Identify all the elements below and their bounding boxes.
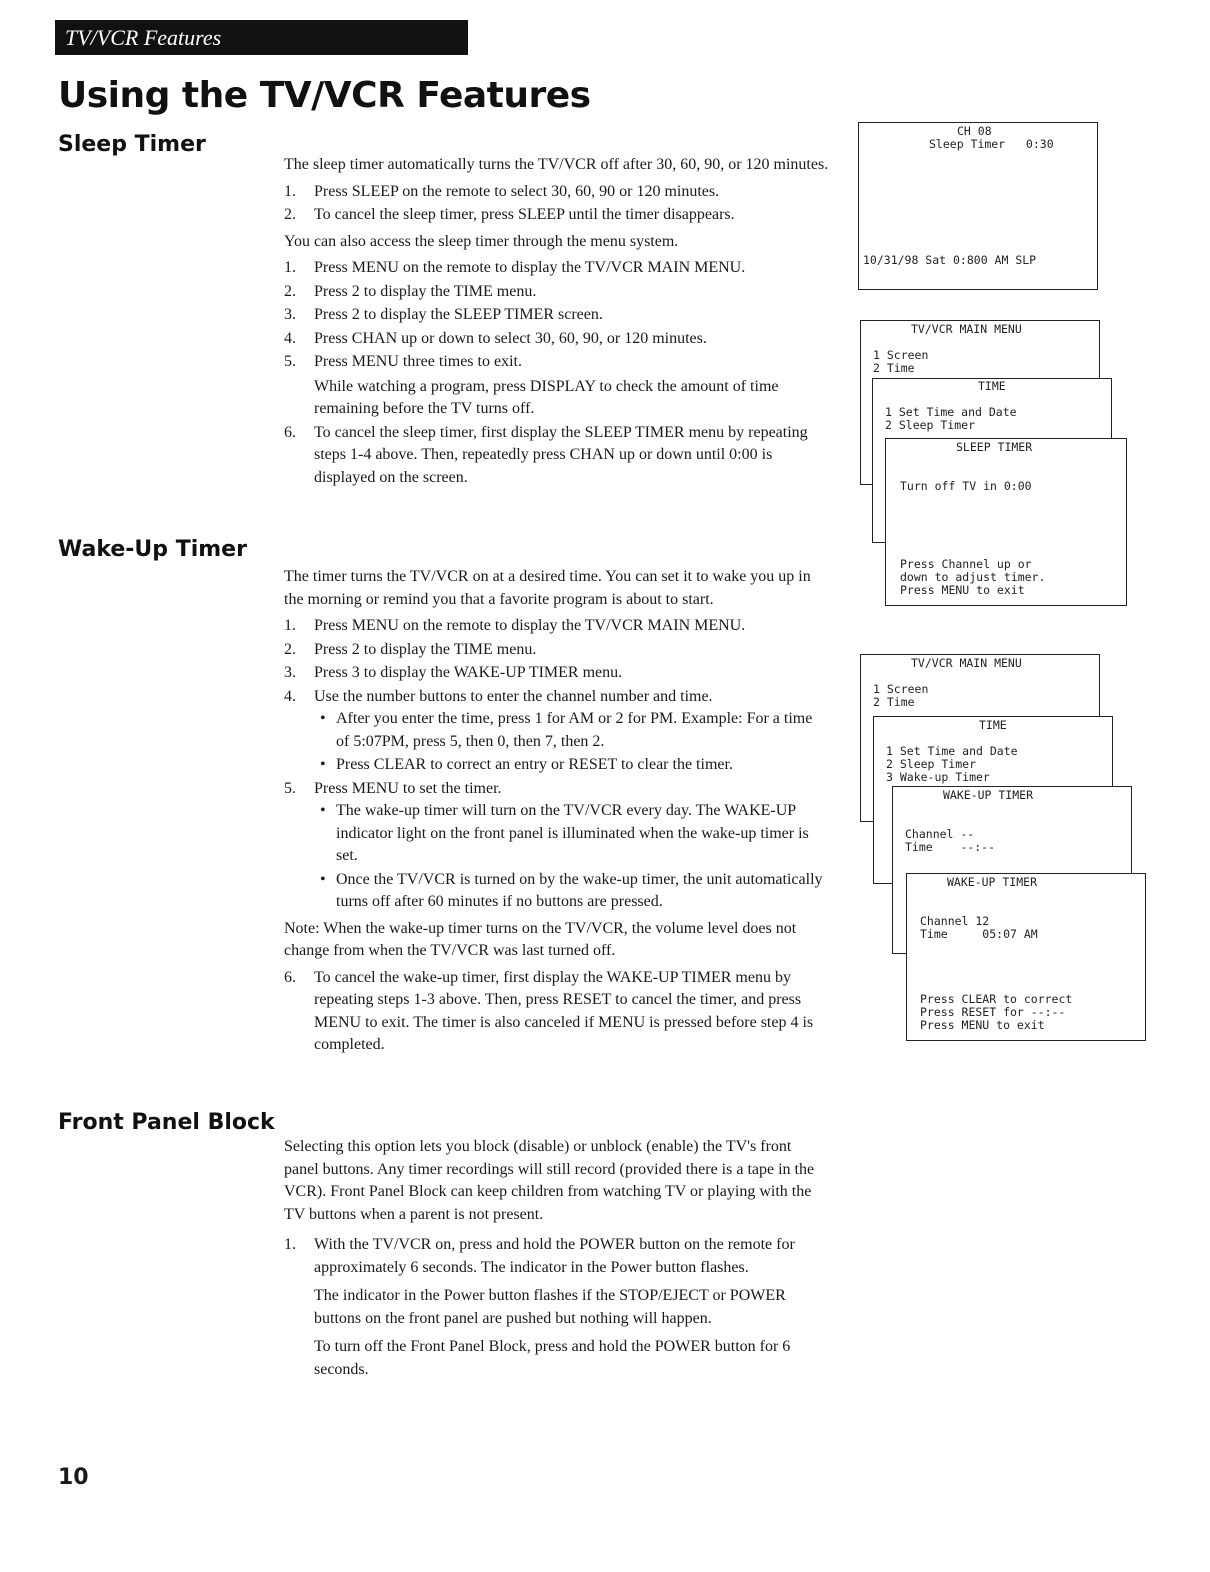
sleep-timer-readout: Sleep Timer 0:30 [929,137,1054,151]
menu-item-set-time: 1 Set Time and Date [886,744,1018,758]
time-field: Time 05:07 AM [920,927,1038,941]
bullet-item: • After you enter the time, press 1 for AM or 2 for PM. Example: For a time of 5:07PM, press 5, then 0, then 7, then 2. [314,708,829,753]
front-panel-intro: Selecting this option lets you block (disable) or unblock (enable) the TV's front panel buttons. Any timer recordings will still record (provided there is a tape in the VCR). Front Panel Block can keep children from watching TV or playing with the TV buttons when a parent is not present. [284,1138,815,1223]
front-panel-block-heading: Front Panel Block [58,1110,275,1135]
menu-item-wake-up-timer: 3 Wake-up Timer [886,770,990,784]
sleep-timer-menu-screen [885,438,1127,606]
front-panel-steps [284,1234,829,1381]
sleep-menu-intro: You can also access the sleep timer through the menu system. [284,232,679,250]
list-item: 2. Press 2 to display the TIME menu. [284,282,537,300]
list-item: 5. Press MENU three times to exit. While watching a program, press DISPLAY to check the amount of time remaining before the TV turns off. [284,351,829,421]
wake-up-timer-title: WAKE-UP TIMER [943,788,1034,802]
step-note: While watching a program, press DISPLAY to check the amount of time remaining before the TV turns off. [314,377,779,417]
time-menu-title: TIME [979,718,1007,732]
list-item: 2. Press 2 to display the TIME menu. [284,640,537,658]
main-menu-title: TV/VCR MAIN MENU [911,322,1022,336]
list-item: 1. With the TV/VCR on, press and hold the POWER button on the remote for approximately 6 seconds. The indicator in the Power button flashes. The indicator in the Power button flashes if the STOP/EJECT or POWER buttons on the front panel are pushed but nothing will happen. To turn off the Front Panel Block, press and hold the POWER button for 6 seconds. [284,1234,829,1381]
list-item: 1. Press MENU on the remote to display the TV/VCR MAIN MENU. [284,617,746,634]
help-text: Press CLEAR to correct [920,992,1073,1006]
step5-bullets [314,800,829,914]
list-item: 3. Press 3 to display the WAKE-UP TIMER menu. [284,664,623,681]
help-text: Press RESET for --:-- [920,1005,1066,1019]
sleep-timer-text [284,154,829,493]
list-item: 6. To cancel the wake-up timer, first display the WAKE-UP TIMER menu by repeating steps 1-3 above. Then, press RESET to cancel the timer, and press MENU to exit. The timer is also canceled if MENU is pressed before step 4 is completed. [284,968,814,1053]
list-item: 1. Press MENU on the remote to display the TV/VCR MAIN MENU. [284,259,746,276]
sleep-timer-intro: The sleep timer automatically turns the TV/VCR off after 30, 60, 90, or 120 minutes. [284,156,829,173]
list-item: 6. To cancel the sleep timer, first display the SLEEP TIMER menu by repeating steps 1-4 above. Then, repeatedly press CHAN up or down until 0:00 is displayed on the screen. [284,423,808,486]
page-title: Using the TV/VCR Features [58,75,591,116]
menu-item-sleep-timer: 2 Sleep Timer [885,418,976,432]
section-tab: TV/VCR Features [55,20,468,55]
list-item: 4. Press CHAN up or down to select 30, 60, 90, or 120 minutes. [284,329,707,347]
time-field: Time --:-- [905,840,996,854]
wake-up-intro: The timer turns the TV/VCR on at a desired time. You can set it to wake you up in the morning or remind you that a favorite program is about to start. [284,568,811,608]
list-item: 5. Press MENU to set the timer. • The wake-up timer will turn on the TV/VCR every day. The WAKE-UP indicator light on the front panel is illuminated when the wake-up timer is set. • Once the TV/VCR is turned on by the wake-up timer, the unit automatically turns off after 60 minutes if no buttons are pressed. [284,778,829,914]
list-item: 1. Press SLEEP on the remote to select 30, 60, 90 or 120 minutes. [284,182,720,200]
channel-field: Channel 12 [920,914,990,928]
list-item: 2. To cancel the sleep timer, press SLEEP until the timer disappears. [284,206,735,223]
wake-up-steps [284,615,829,914]
menu-item-screen: 1 Screen [873,682,929,696]
sleep-timer-tv-screen [858,122,1098,290]
wake-up-timer-text [284,566,829,1061]
page-number: 10 [58,1465,89,1490]
list-item: 4. Use the number buttons to enter the channel number and time. • After you enter the time, press 1 for AM or 2 for PM. Example: For a time of 5:07PM, press 5, then 0, then 7, then 2. • Press CLEAR to correct an entry or RESET to clear the timer. [284,686,829,777]
front-panel-block-text [284,1136,829,1385]
step4-bullets [314,708,829,777]
time-menu-title: TIME [978,379,1006,393]
help-text: Press MENU to exit [920,1018,1045,1032]
menu-item-time: 2 Time [873,361,915,375]
sleep-steps-a [284,181,829,227]
channel-readout: CH 08 [957,124,992,138]
sleep-steps-b [284,257,829,489]
wake-up-timer-set-screen [906,873,1146,1041]
menu-item-set-time: 1 Set Time and Date [885,405,1017,419]
bullet-item: • Once the TV/VCR is turned on by the wake-up timer, the unit automatically turns off after 60 minutes if no buttons are pressed. [314,869,829,914]
main-menu-title: TV/VCR MAIN MENU [911,656,1022,670]
help-text: Press MENU to exit [900,583,1025,597]
wake-up-step6 [284,967,829,1057]
menu-item-screen: 1 Screen [873,348,929,362]
wake-up-timer-heading: Wake-Up Timer [58,537,247,562]
menu-item-sleep-timer: 2 Sleep Timer [886,757,977,771]
bullet-item: • Press CLEAR to correct an entry or RESET to clear the timer. [314,754,829,777]
sleep-timer-value: Turn off TV in 0:00 [900,479,1032,493]
sleep-timer-menu-title: SLEEP TIMER [956,440,1033,454]
front-panel-para: To turn off the Front Panel Block, press and hold the POWER button for 6 seconds. [314,1338,791,1378]
list-item: 3. Press 2 to display the SLEEP TIMER screen. [284,306,603,323]
wake-up-timer-title: WAKE-UP TIMER [947,875,1038,889]
help-text: Press Channel up or [900,557,1032,571]
channel-field: Channel -- [905,827,975,841]
help-text: down to adjust timer. [900,570,1046,584]
status-line: 10/31/98 Sat 0:800 AM SLP [863,253,1037,267]
front-panel-para: The indicator in the Power button flashes if the STOP/EJECT or POWER buttons on the front panel are pushed but nothing will happen. [314,1287,786,1327]
wake-up-note: Note: When the wake-up timer turns on the TV/VCR, the volume level does not change from when the TV/VCR was last turned off. [284,919,797,959]
bullet-item: • The wake-up timer will turn on the TV/VCR every day. The WAKE-UP indicator light on the front panel is illuminated when the wake-up timer is set. [314,800,829,868]
sleep-timer-heading: Sleep Timer [58,132,206,157]
menu-item-time: 2 Time [873,695,915,709]
